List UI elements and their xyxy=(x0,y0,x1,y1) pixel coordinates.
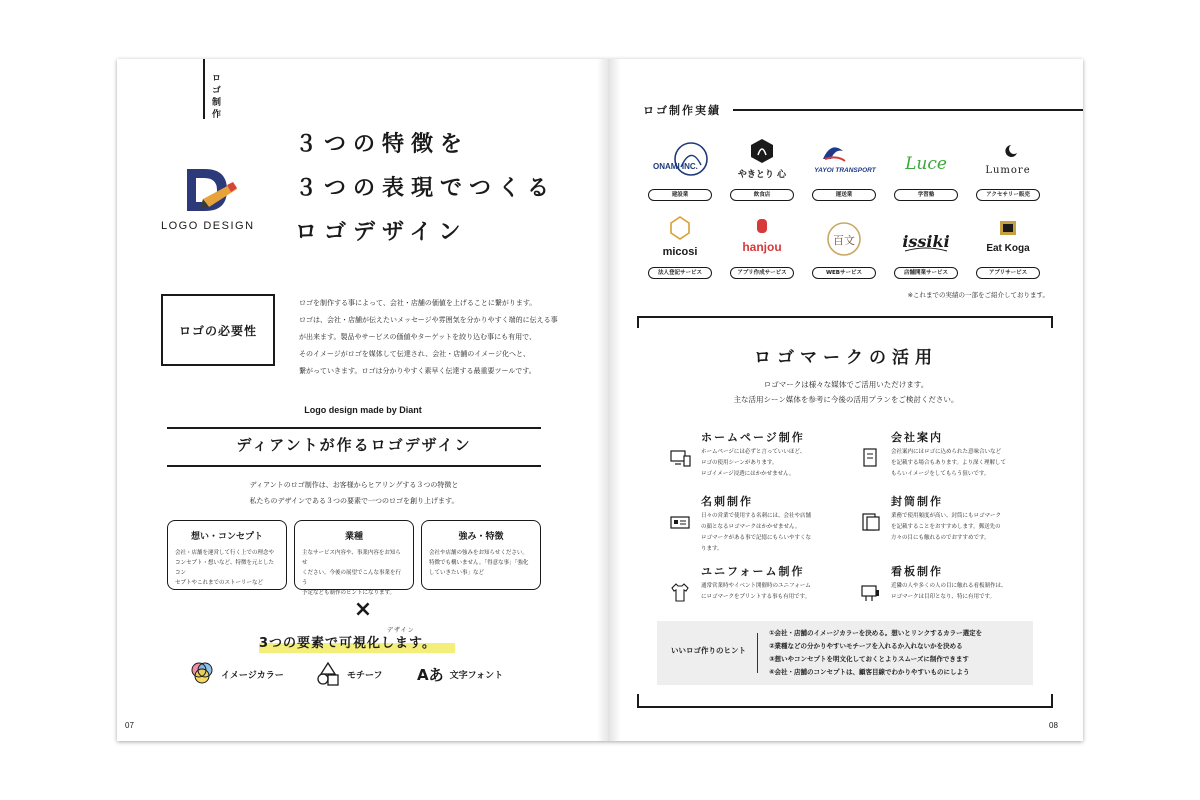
envelope-icon xyxy=(859,511,881,533)
work-logo-issiki xyxy=(891,215,961,285)
work-logo-micosi xyxy=(645,215,715,285)
usage-frame-corner xyxy=(1051,316,1053,328)
usage-item-title: 名刺制作 xyxy=(701,495,753,508)
usage-item-line: の顔となるロゴマークはかかせません。 xyxy=(701,524,801,530)
work-logo-text: hanjou xyxy=(742,240,782,254)
micosi-logo-icon xyxy=(645,215,715,265)
usage-frame-corner xyxy=(1051,694,1053,706)
elements-heading xyxy=(259,632,455,653)
work-logo-text: issiki xyxy=(902,232,950,251)
hint-divider xyxy=(757,633,758,673)
usage-item-line: ロゴマークは目印となり、特に有用です。 xyxy=(891,594,996,600)
work-category-pill: 法人登記サービス xyxy=(648,267,712,279)
work-category-pill: 運送業 xyxy=(812,189,876,201)
hint-box xyxy=(657,621,1033,685)
feature-line: コンセプト・想いなど、特徴を元としたコン xyxy=(175,560,275,576)
usage-item-line: ロゴの使用シーンがあります。 xyxy=(701,460,778,466)
necessity-text xyxy=(299,295,559,380)
feature-line: 予定なども制作のヒントになります。 xyxy=(302,590,396,596)
usage-item-signboard xyxy=(859,563,1049,623)
work-category-pill: 店舗開業サービス xyxy=(894,267,958,279)
usage-frame-corner xyxy=(637,316,639,328)
feature-box-strength xyxy=(421,520,541,590)
title-line-1: ３つの特徴を xyxy=(295,132,470,157)
usage-item-business-card xyxy=(669,493,859,553)
usage-item-line: ロゴマークがある事で記憶にもらいやすくな xyxy=(701,535,812,541)
usage-item-text xyxy=(701,447,859,480)
usage-item-text xyxy=(891,581,1049,603)
hint-item: ②業種などの分かりやすいモチーフを入れるか入れないかを決める xyxy=(769,642,963,650)
elements-heading-text: 3つの要素で可視化します。 xyxy=(259,636,437,651)
usage-item-homepage xyxy=(669,429,859,489)
usage-item-line: 方々の目にも触れるのでおすすめです。 xyxy=(891,535,990,541)
diant-text xyxy=(167,477,541,509)
usage-item-line: 通常営業時やイベント開催時のユニフォーム xyxy=(701,583,811,589)
divider-top xyxy=(167,427,541,429)
works-title: ロゴ制作実績 xyxy=(643,104,721,117)
title-line-3: ロゴデザイン xyxy=(295,220,468,245)
work-category-pill: 学習塾 xyxy=(894,189,958,201)
shapes-icon xyxy=(315,661,341,687)
work-logo-eatkoga xyxy=(973,215,1043,285)
feature-line: 主なサービス内容や、事業内容をお知らせ xyxy=(302,550,401,566)
necessity-line: が出来ます。製品やサービスの価値やターゲットを絞り込む事にも有用で、 xyxy=(299,333,537,341)
usage-item-title: 封筒制作 xyxy=(891,495,943,508)
hint-list xyxy=(769,627,982,679)
usage-frame-corner xyxy=(637,694,639,706)
work-logo-luce xyxy=(891,137,961,207)
necessity-line: ロゴは、会社・店舗が伝えたいメッセージや雰囲気を分かりやすく端的に伝える事 xyxy=(299,316,558,324)
usage-item-line: ロゴイメージ浸透にはかかせません。 xyxy=(701,471,795,477)
element-label: 文字フォント xyxy=(449,670,504,681)
usage-lead-line: ロゴマークは様々な媒体でご活用いただけます。 xyxy=(763,380,929,389)
logo-design-caption: LOGO DESIGN xyxy=(161,220,255,232)
work-logo-text: ONAMI INC. xyxy=(653,162,698,171)
lumore-logo-icon xyxy=(973,137,1043,187)
feature-line: していきたい事」など xyxy=(429,570,485,576)
hint-item: ④会社・店舗のコンセプトは、顧客目線でわかりやすいものにしよう xyxy=(769,668,970,676)
work-logo-yakitori xyxy=(727,137,797,207)
luce-logo-icon xyxy=(891,137,961,187)
necessity-label-box: ロゴの必要性 xyxy=(161,294,275,366)
usage-item-line: にロゴマークをプリントする事も有用です。 xyxy=(701,594,811,600)
devices-icon xyxy=(669,447,691,469)
hanjou-logo-icon xyxy=(727,215,797,265)
feature-title: 業種 xyxy=(344,532,363,542)
title-line-2: ３つの表現でつくる xyxy=(295,176,557,201)
work-category-pill: アプリサービス xyxy=(976,267,1040,279)
usage-lead xyxy=(609,377,1083,407)
right-page xyxy=(609,59,1083,741)
made-by-heading: Logo design made by Diant xyxy=(304,405,422,415)
usage-frame-bottom xyxy=(637,706,1053,708)
usage-item-envelope xyxy=(859,493,1049,553)
issiki-logo-icon xyxy=(891,215,961,265)
usage-item-line: 業務で使用頻度が高い、封筒にもロゴマーク xyxy=(891,513,1002,519)
work-logo-text: Luce xyxy=(905,154,947,174)
work-logo-text: Eat Koga xyxy=(986,243,1030,254)
feature-line: 会社・店舗を運営して行く上での理念や xyxy=(175,550,275,556)
feature-line: ください。今後の展望でこんな事業を行う xyxy=(302,570,402,586)
element-label: イメージカラー xyxy=(221,670,284,681)
work-category-pill: アクセサリー販売 xyxy=(976,189,1040,201)
work-logo-onami xyxy=(645,137,715,207)
necessity-line: そのイメージがロゴを媒体して伝達され、会社・店舗のイメージ化へと、 xyxy=(299,350,530,358)
usage-item-line: 近隣の人や多くの人の目に触れる看板制作は、 xyxy=(891,583,1007,589)
work-logo-hyakubun xyxy=(809,215,879,285)
usage-item-line: を記載することをおすすめします。郵送先の xyxy=(891,524,1001,530)
usage-item-uniform xyxy=(669,563,859,623)
yayoi-logo-icon xyxy=(809,137,879,187)
hyakubun-logo-icon xyxy=(809,215,879,265)
element-font xyxy=(417,659,503,689)
necessity-line: ロゴを制作する事によって、会社・店舗の価値を上げることに繋がります。 xyxy=(299,299,537,307)
usage-item-line: ホームページには必ずと言っていいほど、 xyxy=(701,449,806,455)
work-category-pill: アプリ作成サービス xyxy=(730,267,794,279)
feature-title: 想い・コンセプト xyxy=(190,532,263,542)
necessity-line: 繋がっていきます。ロゴは分かりやすく素早く伝達する最重要ツールです。 xyxy=(299,367,536,375)
usage-item-text xyxy=(701,511,859,555)
usage-item-title: 会社案内 xyxy=(891,431,943,444)
diant-line: ディアントのロゴ制作は、お客様からヒアリングする３つの特徴と xyxy=(249,481,459,489)
uniform-icon xyxy=(669,581,691,603)
usage-title: ロゴマークの活用 xyxy=(754,348,938,368)
work-category-pill: 建設業 xyxy=(648,189,712,201)
work-logo-text: やきとり 心 xyxy=(737,170,787,180)
eatkoga-logo-icon xyxy=(973,215,1043,265)
page-number-left: 07 xyxy=(125,721,134,730)
work-logo-text: YAYOI TRANSPORT xyxy=(814,167,876,174)
left-page xyxy=(117,59,609,741)
usage-item-line: を記載する場合もあります。より深く理解して xyxy=(891,460,1007,466)
work-logo-text: 百文 xyxy=(833,234,855,247)
page-number-right: 08 xyxy=(1049,721,1058,730)
logo-design-d-icon xyxy=(183,165,239,215)
works-note: ※これまでの実績の一部をご紹介しております。 xyxy=(907,291,1049,299)
hint-label: いいロゴ作りのヒント xyxy=(671,646,746,655)
element-motif xyxy=(315,659,383,689)
element-image-color xyxy=(189,659,284,689)
diant-title: ディアントが作るロゴデザイン xyxy=(236,436,472,454)
usage-item-text xyxy=(891,511,1049,544)
work-logo-text: micosi xyxy=(662,246,698,258)
feature-line: 会社や店舗の強みをお知らせください。 xyxy=(429,550,528,556)
font-sample-icon: Aあ xyxy=(417,665,444,684)
work-logo-yayoi xyxy=(809,137,879,207)
work-category-pill: WEBサービス xyxy=(812,267,876,279)
category-label: ロゴ制作 xyxy=(210,73,220,121)
category-rule xyxy=(203,59,205,119)
work-logo-text: Lumore xyxy=(985,165,1031,176)
times-symbol: × xyxy=(353,597,373,622)
usage-item-text xyxy=(891,447,1049,480)
feature-box-industry xyxy=(294,520,414,596)
feature-line: 特徴でも構いません。「得意な事」「強化 xyxy=(429,560,529,566)
usage-item-title: ホームページ制作 xyxy=(701,431,805,444)
usage-item-text xyxy=(701,581,859,603)
work-category-pill: 飲食店 xyxy=(730,189,794,201)
usage-item-line: もらいイメージをしてもらう狙いです。 xyxy=(891,471,990,477)
work-logo-hanjou xyxy=(727,215,797,285)
yakitori-logo-icon xyxy=(727,137,797,187)
hint-item: ③想いやコンセプトを明文化しておくとよりスムーズに制作できます xyxy=(769,655,969,663)
feature-line: セプトやこれまでのストーリーなど xyxy=(175,580,264,586)
business-card-icon xyxy=(669,511,691,533)
usage-item-line: 日々の営業で使用する名刺には、会社や店舗 xyxy=(701,513,812,519)
design-ruby: デザイン xyxy=(387,627,415,634)
works-title-rule xyxy=(733,109,1083,111)
element-label: モチーフ xyxy=(347,670,383,681)
onami-logo-icon xyxy=(645,137,715,187)
hint-item: ①会社・店舗のイメージカラーを決める。想いとリンクするカラー選定を xyxy=(769,629,983,637)
usage-item-title: ユニフォーム制作 xyxy=(701,565,805,578)
usage-item-title: 看板制作 xyxy=(891,565,943,578)
usage-lead-line: 主な活用シーン媒体を参考に今後の活用プランをご検討ください。 xyxy=(733,395,959,404)
brochure-spread xyxy=(117,59,1083,741)
divider-bottom xyxy=(167,465,541,467)
diant-line: 私たちのデザインである３つの要素で一つのロゴを創り上げます。 xyxy=(249,497,459,505)
feature-title: 強み・特徴 xyxy=(458,532,504,542)
usage-item-line: 会社案内にはロゴに込められた意味合いなど xyxy=(891,449,1002,455)
feature-box-concept xyxy=(167,520,287,590)
brochure-icon xyxy=(859,447,881,469)
work-logo-lumore xyxy=(973,137,1043,207)
usage-item-line: ります。 xyxy=(701,546,723,552)
color-circles-icon xyxy=(189,661,215,687)
usage-frame-top xyxy=(637,316,1053,318)
usage-item-company-guide xyxy=(859,429,1049,489)
signboard-icon xyxy=(859,581,881,603)
